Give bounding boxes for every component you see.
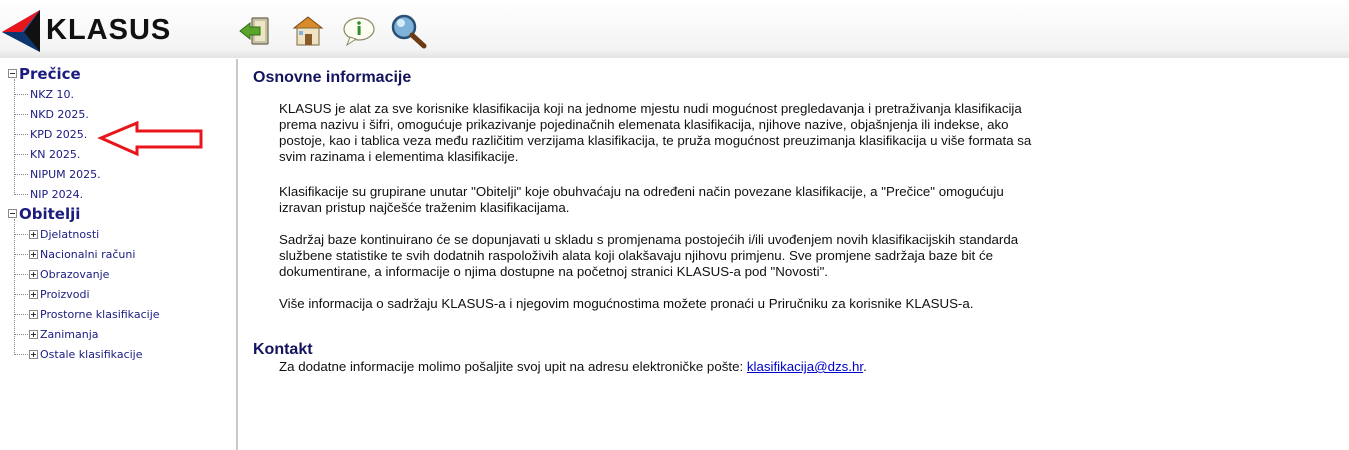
shortcut-nkd[interactable] xyxy=(14,104,89,124)
basic-info-title: Osnovne informacije xyxy=(253,69,412,86)
family-label: Obrazovanje xyxy=(40,267,110,281)
family-djelatnosti[interactable] xyxy=(14,224,99,244)
family-proizvodi[interactable] xyxy=(14,284,90,304)
family-label: Zanimanja xyxy=(40,327,99,341)
contact-text: Za dodatne informacije molimo pošaljite svoj upit na adresu elektroničke pošte: xyxy=(279,359,747,374)
red-arrow-annotation-icon xyxy=(97,121,205,157)
family-obrazovanje[interactable] xyxy=(14,264,109,284)
shortcut-nip[interactable] xyxy=(14,184,83,204)
family-label: Nacionalni računi xyxy=(40,247,136,261)
family-label: Ostale klasifikacije xyxy=(40,347,143,361)
expand-icon[interactable] xyxy=(29,250,38,259)
contact-end: . xyxy=(863,359,867,374)
shortcut-label: KPD 2025. xyxy=(30,127,88,141)
shortcut-kn[interactable] xyxy=(14,144,80,164)
logo-text: KLASUS xyxy=(46,14,172,46)
intro-paragraph: KLASUS je alat za sve korisnike klasifikacija koji na jednome mjestu nudi mogućnost pregledavanja i pretraživanja klasifikacija prema nazivu i šifri, omogućuje prikazivanje pojedinačnih elemenata klasifikacija, njihove nazive, objašnjenja ili indekse, ako postoje, kao i tablica veza među različitim verzijama klasifikacija, te pruža mogućnost preuzimanja klasifikacija u više formata sa svim razinama i elementima klasifikacije. xyxy=(279,101,1032,164)
family-label: Proizvodi xyxy=(40,287,90,301)
klasus-logo[interactable] xyxy=(2,10,182,54)
shortcut-nipum[interactable] xyxy=(14,164,101,184)
contact-title: Kontakt xyxy=(253,341,313,358)
tree-shortcuts[interactable] xyxy=(8,65,81,83)
search-icon[interactable] xyxy=(388,12,428,50)
family-zanimanja[interactable] xyxy=(14,324,99,344)
expand-icon[interactable] xyxy=(29,270,38,279)
home-icon[interactable] xyxy=(288,12,328,50)
family-label: Djelatnosti xyxy=(40,227,100,241)
family-nacionalni-racuni[interactable] xyxy=(14,244,135,264)
shortcut-label: NKZ 10. xyxy=(30,87,74,101)
families-title: Obitelji xyxy=(19,205,81,223)
header-divider xyxy=(0,48,1349,58)
contact-email-link[interactable]: klasifikacija@dzs.hr xyxy=(746,359,864,374)
contact-line xyxy=(279,359,867,374)
sidebar xyxy=(0,59,238,450)
shortcut-label: NIPUM 2025. xyxy=(30,167,101,181)
collapse-icon[interactable] xyxy=(8,209,17,218)
shortcut-nkz[interactable] xyxy=(14,84,74,104)
logo-mark-icon xyxy=(2,10,42,52)
family-label: Prostorne klasifikacije xyxy=(40,307,160,321)
info-icon[interactable] xyxy=(338,12,378,50)
tree-families[interactable] xyxy=(8,205,80,223)
shortcut-label: KN 2025. xyxy=(30,147,81,161)
shortcut-label: NKD 2025. xyxy=(30,107,89,121)
shortcut-label: NIP 2024. xyxy=(30,187,84,201)
shortcuts-title: Prečice xyxy=(19,65,81,83)
updates-paragraph: Sadržaj baze kontinuirano će se dopunjavati u skladu s promjenama postojećih i/ili uvođenjem novih klasifikacijskih standarda službene statistike te svih dodatnih raspoloživih alata koji olakšavaju njihovu primjenu. Sve promjene sadržaja baze bit će dokumentirane, a informacije o njima dostupne na početnoj stranici KLASUS-a pod "Novosti". xyxy=(279,232,1019,279)
family-prostorne-klasifikacije[interactable] xyxy=(14,304,160,324)
families-paragraph: Klasifikacije su grupirane unutar "Obitelji" koje obuhvaćaju na određeni način povezane klasifikacije, a "Prečice" omogućuju izravan pristup najčešće traženim klasifikacijama. xyxy=(279,184,1004,215)
expand-icon[interactable] xyxy=(29,290,38,299)
shortcut-kpd[interactable] xyxy=(14,124,87,144)
collapse-icon[interactable] xyxy=(8,69,17,78)
main-content xyxy=(240,59,1349,450)
app-header xyxy=(0,0,1349,58)
expand-icon[interactable] xyxy=(29,350,38,359)
back-icon[interactable] xyxy=(236,12,276,50)
expand-icon[interactable] xyxy=(29,330,38,339)
expand-icon[interactable] xyxy=(29,230,38,239)
expand-icon[interactable] xyxy=(29,310,38,319)
manual-paragraph: Više informacija o sadržaju KLASUS-a i njegovim mogućnostima možete pronaći u Priručniku za korisnike KLASUS-a. xyxy=(279,296,974,311)
family-ostale-klasifikacije[interactable] xyxy=(14,344,143,364)
